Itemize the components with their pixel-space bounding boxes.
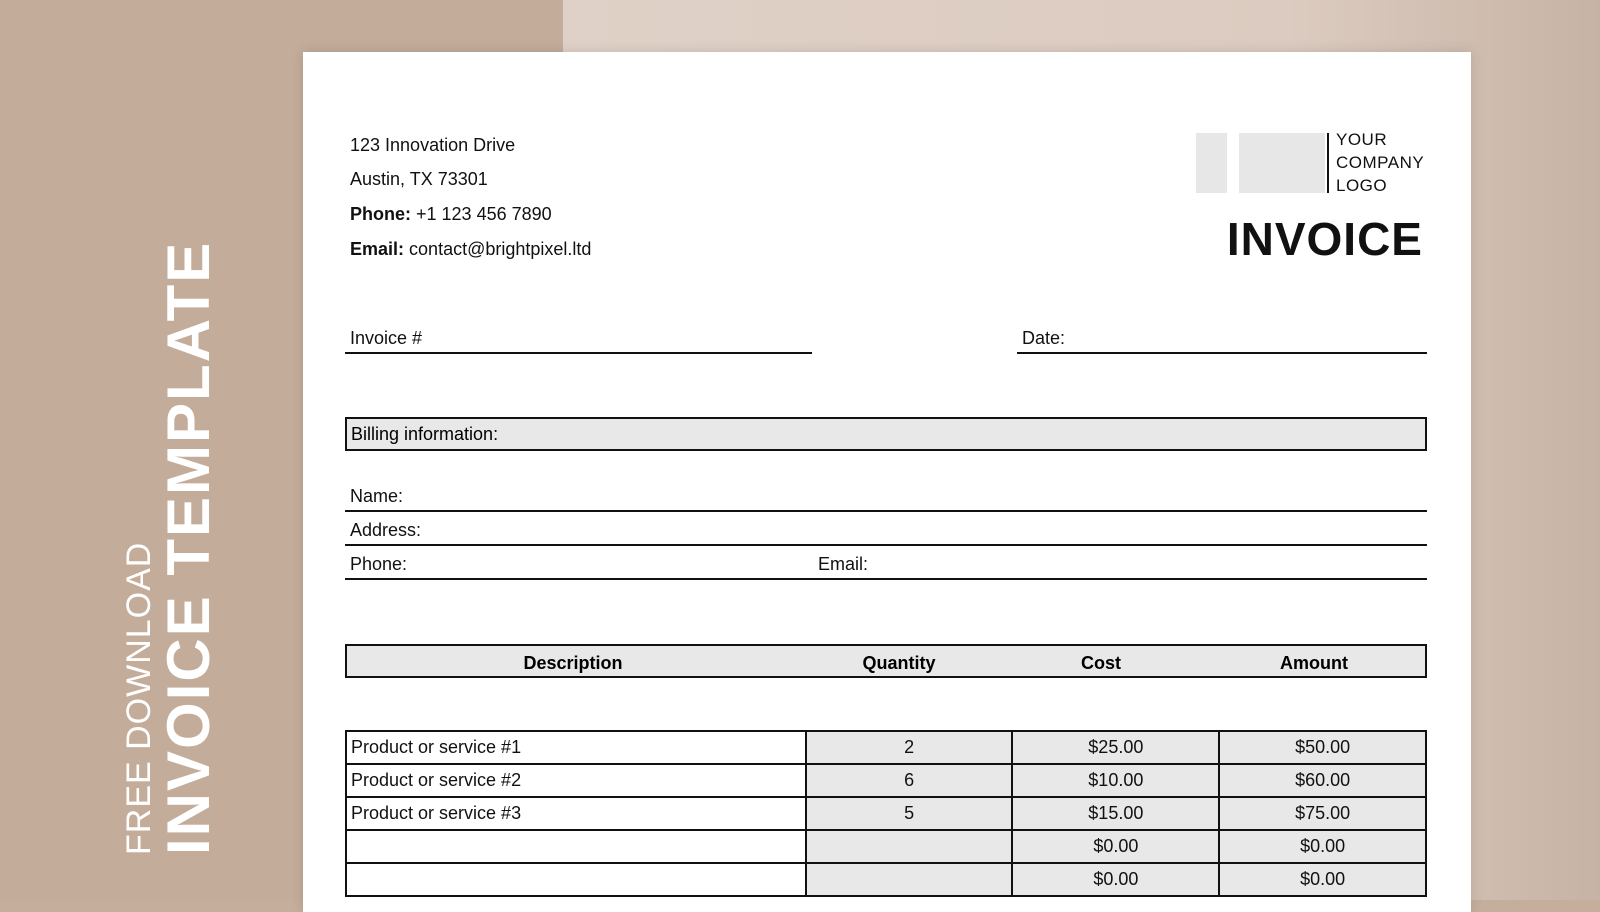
item-quantity[interactable]: 5 xyxy=(806,797,1013,830)
logo-text-line-1: YOUR xyxy=(1336,130,1388,149)
billing-address-label: Address: xyxy=(350,520,422,540)
item-description[interactable]: Product or service #1 xyxy=(346,731,806,764)
company-phone xyxy=(350,204,552,225)
invoice-document xyxy=(303,52,1471,912)
billing-phone-email-field[interactable] xyxy=(345,578,1427,580)
date-field[interactable] xyxy=(1017,352,1427,354)
logo-divider xyxy=(1327,133,1329,193)
item-cost[interactable]: $0.00 xyxy=(1012,863,1219,896)
item-quantity[interactable] xyxy=(806,830,1013,863)
item-description[interactable] xyxy=(346,830,806,863)
billing-header-label: Billing information: xyxy=(351,424,499,444)
logo-text-line-3: LOGO xyxy=(1336,176,1388,195)
header-cost: Cost xyxy=(1081,653,1121,673)
header-amount: Amount xyxy=(1280,653,1348,673)
table-row xyxy=(346,764,1426,797)
address-line-1: 123 Innovation Drive xyxy=(350,135,516,155)
item-amount: $60.00 xyxy=(1219,764,1426,797)
billing-phone-label: Phone: xyxy=(350,554,408,574)
item-description[interactable]: Product or service #3 xyxy=(346,797,806,830)
email-label: Email: xyxy=(350,239,405,259)
logo-block-small xyxy=(1196,133,1227,193)
item-quantity[interactable]: 2 xyxy=(806,731,1013,764)
date-label: Date: xyxy=(1022,328,1066,348)
item-cost[interactable]: $15.00 xyxy=(1012,797,1219,830)
item-amount: $0.00 xyxy=(1219,830,1426,863)
address-line-2: Austin, TX 73301 xyxy=(350,169,488,189)
item-amount: $0.00 xyxy=(1219,863,1426,896)
phone-label: Phone: xyxy=(350,204,411,224)
side-banner xyxy=(120,241,220,855)
line-items-table xyxy=(345,730,1427,897)
billing-email-label: Email: xyxy=(818,554,869,574)
header-description: Description xyxy=(523,653,623,673)
item-cost[interactable]: $0.00 xyxy=(1012,830,1219,863)
billing-header xyxy=(345,417,1427,451)
logo-text xyxy=(1336,128,1456,197)
table-row xyxy=(346,863,1426,896)
table-header xyxy=(345,644,1427,678)
invoice-number-label: Invoice # xyxy=(350,328,423,348)
logo-text-line-2: COMPANY xyxy=(1336,153,1425,172)
phone-value: +1 123 456 7890 xyxy=(416,204,552,224)
table-row xyxy=(346,731,1426,764)
table-row xyxy=(346,830,1426,863)
item-description[interactable]: Product or service #2 xyxy=(346,764,806,797)
billing-name-label: Name: xyxy=(350,486,404,506)
item-cost[interactable]: $25.00 xyxy=(1012,731,1219,764)
item-description[interactable] xyxy=(346,863,806,896)
billing-address-field[interactable] xyxy=(345,544,1427,546)
invoice-number-field[interactable] xyxy=(345,352,812,354)
item-amount: $75.00 xyxy=(1219,797,1426,830)
item-quantity[interactable]: 6 xyxy=(806,764,1013,797)
item-cost[interactable]: $10.00 xyxy=(1012,764,1219,797)
logo-block-large xyxy=(1239,133,1325,193)
email-value: contact@brightpixel.ltd xyxy=(409,239,592,259)
item-amount: $50.00 xyxy=(1219,731,1426,764)
table-row xyxy=(346,797,1426,830)
banner-title: INVOICE TEMPLATE xyxy=(155,240,222,855)
company-email xyxy=(350,239,591,260)
billing-name-field[interactable] xyxy=(345,510,1427,512)
header-quantity: Quantity xyxy=(862,653,936,673)
invoice-title: INVOICE xyxy=(1226,213,1423,265)
item-quantity[interactable] xyxy=(806,863,1013,896)
banner-subtitle: FREE DOWNLOAD xyxy=(120,541,158,855)
